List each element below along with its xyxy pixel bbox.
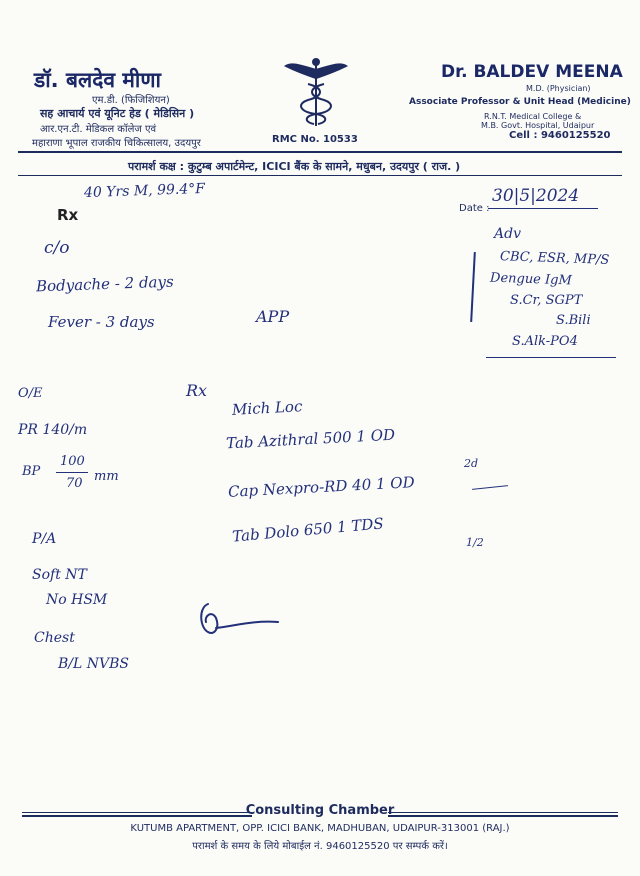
rx-symbol: Rx xyxy=(57,206,79,224)
caduceus-icon xyxy=(284,56,348,128)
bp-unit: mm xyxy=(94,469,119,484)
medicine-1: Mich Loc xyxy=(231,397,303,419)
date-label: Date : xyxy=(459,203,490,214)
advice-test-2: Dengue IgM xyxy=(489,270,573,289)
doctor-name-hindi: डॉ. बलदेव मीणा xyxy=(34,68,161,92)
complaints-header: c/o xyxy=(44,238,70,258)
position-english: Associate Professor & Unit Head (Medicine) xyxy=(409,97,631,107)
exam-pa: P/A xyxy=(32,531,57,547)
bp-label: BP xyxy=(22,464,41,479)
degree-hindi: एम.डी. (फिजिशियन) xyxy=(92,95,170,106)
college-hindi: आर.एन.टी. मेडिकल कॉलेज एवं xyxy=(40,124,157,135)
doctor-name-english: Dr. BALDEV MEENA xyxy=(441,62,623,82)
rmc-number: RMC No. 10533 xyxy=(272,134,358,145)
patient-details: 40 Yrs M, 99.4°F xyxy=(83,180,206,202)
advice-header: Adv xyxy=(494,226,521,242)
footer-title: Consulting Chamber xyxy=(245,803,395,818)
advice-test-5: S.Alk-PO4 xyxy=(512,334,578,349)
exam-no-hsm: No HSM xyxy=(46,592,108,608)
footer-contact-hindi: परामर्श के समय के लिये मोबाईल नं. 9460125520 पर सम्पर्क करें। xyxy=(192,841,448,852)
vital-pulse: PR 140/m xyxy=(18,422,88,438)
footer-address: KUTUMB APARTMENT, OPP. ICICI BANK, MADHUBAN, UDAIPUR-313001 (RAJ.) xyxy=(130,823,510,834)
advice-test-3: S.Cr, SGPT xyxy=(510,293,583,308)
chamber-address-hindi: परामर्श कक्ष : कुटुम्ब अपार्टमेन्ट, ICICI बैंक के सामने, मधुबन, उदयपुर ( राज. ) xyxy=(128,160,461,173)
bp-fraction-line xyxy=(56,472,88,473)
complaint-bodyache: Bodyache - 2 days xyxy=(35,272,174,296)
date-value: 30|5|2024 xyxy=(492,186,580,206)
treatment-header: Rx xyxy=(186,381,208,400)
bp-systolic: 100 xyxy=(60,454,85,469)
advice-test-4: S.Bili xyxy=(556,313,591,328)
medicine-4: Tab Dolo 650 1 TDS xyxy=(231,514,385,546)
complaint-fever: Fever - 3 days xyxy=(48,313,155,331)
advice-bracket xyxy=(470,252,476,322)
medicine-4-note: 1/2 xyxy=(466,536,484,549)
medicine-2-note: 2d xyxy=(464,457,479,470)
hospital-hindi: महाराणा भूपाल राजकीय चिकित्सालय, उदयपुर xyxy=(32,138,201,149)
degree-english: M.D. (Physician) xyxy=(526,84,591,93)
app-note: APP xyxy=(256,307,290,326)
position-hindi: सह आचार्य एवं यूनिट हेड ( मेडिसिन ) xyxy=(40,107,195,120)
exam-soft: Soft NT xyxy=(32,567,87,583)
advice-underline xyxy=(486,357,616,358)
exam-chest: Chest xyxy=(34,630,75,646)
exam-bl-nvbs: B/L NVBS xyxy=(58,656,129,672)
medicine-2: Tab Azithral 500 1 OD xyxy=(225,425,396,453)
header-divider-top xyxy=(18,151,622,153)
header-divider-bottom xyxy=(18,175,622,176)
medicine-3: Cap Nexpro-RD 40 1 OD xyxy=(227,473,416,501)
medicine-3-dash xyxy=(472,485,508,490)
cell-number: Cell : 9460125520 xyxy=(509,130,611,141)
hospital-english: M.B. Govt. Hospital, Udaipur xyxy=(481,121,595,130)
date-underline xyxy=(488,208,598,209)
signature-mark xyxy=(194,598,284,644)
bp-diastolic: 70 xyxy=(66,476,83,491)
college-english: R.N.T. Medical College & xyxy=(484,112,582,121)
advice-test-1: CBC, ESR, MP/S xyxy=(499,249,610,268)
vitals-header: O/E xyxy=(18,386,43,401)
